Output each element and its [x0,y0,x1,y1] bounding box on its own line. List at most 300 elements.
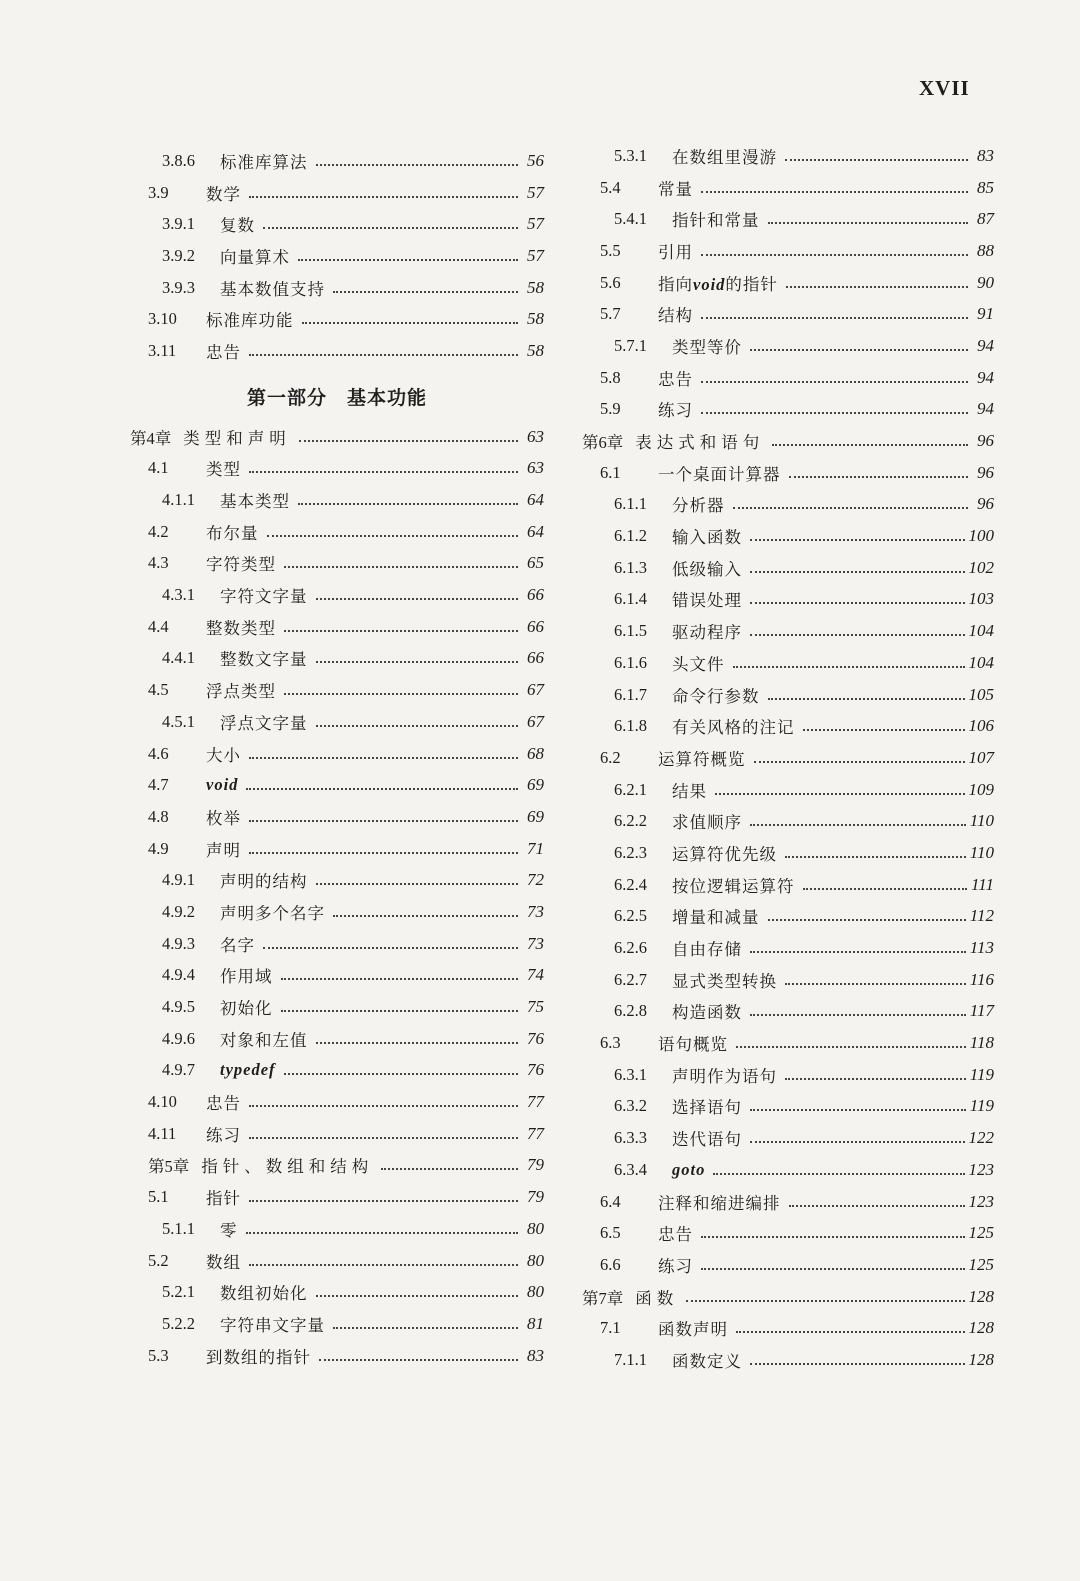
leader-dots [750,349,968,351]
page-reference: 63 [527,426,544,446]
section-title: 运算符概览 [658,749,746,769]
leader-dots [249,1105,518,1107]
leader-dots [249,354,518,356]
leader-dots [701,412,968,414]
page-reference: 88 [977,240,994,260]
leader-dots [263,947,518,949]
section-title: 结果 [672,781,707,801]
section-title: 自由存储 [672,940,742,960]
section-number: 6.1.2 [614,526,647,546]
section-number: 6.3.1 [614,1064,647,1084]
leader-dots [785,159,968,161]
leader-dots [316,661,519,663]
section-number: 5.4 [600,177,621,197]
leader-dots [785,983,966,985]
page-reference: 94 [977,399,994,419]
section-title: 初始化 [220,999,273,1019]
section-title: 错误处理 [672,591,742,611]
leader-dots [789,476,969,478]
section-title: 名字 [220,935,255,955]
section-number: 5.7.1 [614,335,647,355]
page-reference: 112 [969,906,994,926]
section-title: 字符串文字量 [220,1315,325,1335]
page-number: XVII [919,76,970,100]
section-title: 整数文字量 [220,650,308,670]
toc-entry-row [582,901,994,933]
section-number: 6.3.3 [614,1128,647,1148]
page-reference: 69 [527,775,544,795]
toc-entry-row [130,579,544,611]
section-title: 基本数值支持 [220,279,325,299]
section-title: 选择语句 [672,1098,742,1118]
leader-dots [750,1363,965,1365]
section-number: 3.8.6 [162,150,195,170]
leader-dots [249,1264,518,1266]
leader-dots [701,317,968,319]
leader-dots [701,191,968,193]
section-title: 求值顺序 [672,813,742,833]
page-reference: 66 [527,585,544,605]
section-title: 有关风格的注记 [672,718,795,738]
section-number: 6.2 [600,747,621,767]
section-number: 7.1.1 [614,1349,647,1369]
section-number: 4.3.1 [162,585,195,605]
toc-entry-row [130,484,544,516]
section-title: 复数 [220,216,255,236]
toc-entry-row [582,203,994,235]
section-number: 4.7 [148,775,169,795]
leader-dots [316,725,519,727]
leader-dots [249,852,518,854]
leader-dots [333,291,518,293]
page-reference: 68 [527,743,544,763]
leader-dots [768,919,966,921]
leader-dots [803,888,968,890]
leader-dots [249,196,518,198]
section-number: 5.2.1 [162,1282,195,1302]
leader-dots [249,1137,518,1139]
toc-entry-row [130,864,544,896]
page-reference: 119 [969,1064,994,1084]
section-title: 大小 [206,745,241,765]
leader-dots [319,1359,518,1361]
toc-entry-row [130,208,544,240]
section-title: 低级输入 [672,559,742,579]
page-reference: 104 [968,621,994,641]
leader-dots [316,883,519,885]
section-title: 数组 [206,1252,241,1272]
toc-entry-row [582,362,994,394]
leader-dots [750,602,965,604]
section-title: 按位逻辑运算符 [672,876,795,896]
leader-dots [750,1141,965,1143]
leader-dots [249,757,518,759]
leader-dots [750,824,966,826]
section-title: goto [672,1159,706,1179]
section-title: 忠告 [206,1094,241,1114]
leader-dots [298,259,518,261]
section-title: 枚举 [206,808,241,828]
leader-dots [785,1078,966,1080]
section-title: 类型 [206,460,241,480]
leader-dots [701,1236,965,1238]
toc-entry-row [130,801,544,833]
toc-chapter-row [582,1281,994,1313]
page-reference: 128 [968,1318,994,1338]
toc-entry-row [130,1181,544,1213]
toc-entry-row [130,991,544,1023]
section-title: 表达式和语句 [635,433,765,453]
leader-dots [750,951,966,953]
leader-dots [284,693,518,695]
leader-dots [281,978,519,980]
toc-entry-row [582,1091,994,1123]
section-title: 命令行参数 [672,686,760,706]
page-reference: 109 [968,779,994,799]
page-reference: 102 [968,557,994,577]
toc-entry-row [130,769,544,801]
toc-entry-row [582,1249,994,1281]
section-number: 6.2.5 [614,906,647,926]
toc-entry-row [582,615,994,647]
section-title: 字符类型 [206,555,276,575]
section-title: 向量算术 [220,247,290,267]
section-title: 函数定义 [672,1351,742,1371]
section-title: 浮点文字量 [220,713,308,733]
section-number: 4.9.1 [162,870,195,890]
section-title: 练习 [658,401,693,421]
page-reference: 57 [527,182,544,202]
section-number: 3.10 [148,309,177,329]
section-title: 练习 [658,1256,693,1276]
section-title: 分析器 [672,496,725,516]
leader-dots [299,440,518,442]
section-title: 结构 [658,306,693,326]
section-number: 4.5 [148,680,169,700]
section-title: 注释和缩进编排 [658,1193,781,1213]
leader-dots [381,1168,518,1170]
section-title: 对象和左值 [220,1030,308,1050]
section-title: 基本类型 [220,492,290,512]
section-number: 5.4.1 [614,209,647,229]
page-reference: 79 [527,1155,544,1175]
page-reference: 123 [968,1191,994,1211]
section-number: 6.2.2 [614,811,647,831]
page-reference: 58 [527,277,544,297]
section-number: 6.1.7 [614,684,647,704]
leader-dots [298,503,518,505]
toc-entry-row [582,679,994,711]
section-title: 运算符优先级 [672,844,777,864]
leader-dots [302,322,519,324]
page-reference: 57 [527,214,544,234]
section-title: 输入函数 [672,528,742,548]
toc-entry-row [582,932,994,964]
leader-dots [750,539,965,541]
leader-dots [267,535,519,537]
toc-left-column [130,145,544,1371]
page-reference: 85 [977,177,994,197]
page-reference: 100 [968,526,994,546]
section-number: 5.7 [600,304,621,324]
page-reference: 128 [968,1349,994,1369]
section-title: 头文件 [672,654,725,674]
leader-dots [284,1073,518,1075]
section-title: 声明多个名字 [220,903,325,923]
toc-chapter-row [130,421,544,453]
toc-chapter-row [582,425,994,457]
section-number: 6.1 [600,462,621,482]
toc-entry-row [130,1118,544,1150]
section-number: 4.6 [148,743,169,763]
section-number: 5.8 [600,367,621,387]
section-title: 作用域 [220,967,273,987]
page-reference: 80 [527,1218,544,1238]
toc-entry-row [582,1217,994,1249]
page-reference: 117 [969,1001,994,1021]
section-title: 驱动程序 [672,623,742,643]
toc-entry-row [130,706,544,738]
page-reference: 80 [527,1250,544,1270]
page-reference: 94 [977,367,994,387]
section-number: 4.4.1 [162,648,195,668]
section-number: 4.9.7 [162,1060,195,1080]
section-title: 常量 [658,179,693,199]
leader-dots [246,788,518,790]
toc-entry-row [130,1055,544,1087]
section-number: 4.9.3 [162,933,195,953]
page-reference: 107 [968,747,994,767]
section-title: 字符文字量 [220,587,308,607]
toc-entry-row [582,140,994,172]
leader-dots [316,1295,519,1297]
section-number: 第5章 [148,1157,190,1177]
toc-entry-row [582,267,994,299]
page-reference: 96 [977,462,994,482]
toc-entry-row [582,1312,994,1344]
toc-entry-row [130,896,544,928]
leader-dots [263,227,518,229]
section-number: 4.2 [148,521,169,541]
section-number: 4.5.1 [162,711,195,731]
page-reference: 73 [527,901,544,921]
page-reference: 67 [527,680,544,700]
leader-dots [246,1232,519,1234]
toc-entry-row [130,272,544,304]
page-reference: 96 [977,431,994,451]
toc-chapter-row [130,1150,544,1182]
section-number: 第6章 [582,433,624,453]
toc-entry-row [582,774,994,806]
section-title: 忠告 [206,342,241,362]
leader-dots [733,507,969,509]
leader-dots [733,666,965,668]
toc-entry-row [130,674,544,706]
toc-entry-row [582,1186,994,1218]
page-reference: 63 [527,458,544,478]
page-reference: 111 [971,874,994,894]
section-title: 显式类型转换 [672,971,777,991]
toc-entry-row [582,837,994,869]
leader-dots [786,286,968,288]
section-title: 类型等价 [672,337,742,357]
section-title: 声明 [206,840,241,860]
leader-dots [316,164,519,166]
section-number: 6.1.6 [614,652,647,672]
section-number: 3.9.3 [162,277,195,297]
section-title: 整数类型 [206,618,276,638]
section-title: 标准库算法 [220,152,308,172]
page-reference: 57 [527,245,544,265]
leader-dots [316,598,519,600]
section-number: 6.2.6 [614,938,647,958]
leader-dots [701,381,968,383]
leader-dots [281,1010,519,1012]
section-title: 声明作为语句 [672,1066,777,1086]
toc-entry-row [130,516,544,548]
section-title: 迭代语句 [672,1130,742,1150]
section-title: 练习 [206,1125,241,1145]
section-number: 3.9 [148,182,169,202]
section-title: 指针、数组和结构 [201,1157,374,1177]
toc-entry-row [130,1276,544,1308]
section-title: 指针 [206,1189,241,1209]
section-number: 第7章 [582,1288,624,1308]
leader-dots [284,630,518,632]
page-reference: 73 [527,933,544,953]
section-number: 5.3 [148,1345,169,1365]
section-title: 声明的结构 [220,872,308,892]
section-number: 4.9.4 [162,965,195,985]
section-title: 零 [220,1220,238,1240]
leader-dots [750,634,965,636]
toc-entry-row [582,964,994,996]
toc-entry-row [130,833,544,865]
page-reference: 79 [527,1187,544,1207]
leader-dots [249,471,518,473]
page-reference: 110 [969,811,994,831]
toc-entry-row [582,1059,994,1091]
toc-entry-row [582,1154,994,1186]
section-title: 类型和声明 [183,428,291,448]
section-title: void [206,775,239,795]
leader-dots [750,571,965,573]
leader-dots [701,254,968,256]
page-reference: 76 [527,1060,544,1080]
page-reference: 116 [969,969,994,989]
page-reference: 83 [977,145,994,165]
section-title: 在数组里漫游 [672,147,777,167]
section-number: 5.2.2 [162,1313,195,1333]
section-number: 4.9.2 [162,901,195,921]
toc-entry-row [130,611,544,643]
page-reference: 56 [527,150,544,170]
page-reference: 91 [977,304,994,324]
section-number: 6.3.4 [614,1159,647,1179]
page-reference: 125 [968,1223,994,1243]
toc-entry-row [130,177,544,209]
section-number: 6.3.2 [614,1096,647,1116]
section-title: 构造函数 [672,1003,742,1023]
toc-entry-row [130,303,544,335]
toc-entry-row [582,805,994,837]
section-title: typedef [220,1060,276,1080]
section-number: 6.1.8 [614,716,647,736]
page-reference: 106 [968,716,994,736]
leader-dots [333,1327,518,1329]
section-number: 4.3 [148,553,169,573]
section-number: 4.9 [148,838,169,858]
toc-entry-row [130,928,544,960]
toc-entry-row [130,240,544,272]
page-reference: 94 [977,335,994,355]
page-reference: 72 [527,870,544,890]
section-number: 4.10 [148,1092,177,1112]
leader-dots [736,1046,966,1048]
section-title: 增量和减量 [672,908,760,928]
toc-entry-row [130,643,544,675]
section-title: 指针和常量 [672,211,760,231]
toc-entry-row [130,335,544,367]
page-reference: 66 [527,648,544,668]
leader-dots [772,444,968,446]
page-reference: 74 [527,965,544,985]
section-number: 5.5 [600,240,621,260]
page-reference: 58 [527,309,544,329]
section-title: 函数 [635,1288,679,1308]
page-reference: 77 [527,1123,544,1143]
page-reference: 81 [527,1313,544,1333]
section-number: 4.9.5 [162,997,195,1017]
toc-entry-row [130,1245,544,1277]
page-reference: 64 [527,490,544,510]
section-number: 5.1.1 [162,1218,195,1238]
toc-entry-row [582,1344,994,1376]
leader-dots [803,729,965,731]
section-number: 6.2.3 [614,842,647,862]
toc-entry-row [582,520,994,552]
part-heading: 第一部分 基本功能 [246,387,427,410]
leader-dots [686,1300,964,1302]
toc-entry-row [582,172,994,204]
section-title: 函数声明 [658,1320,728,1340]
toc-entry-row [130,1308,544,1340]
page-reference: 77 [527,1092,544,1112]
page-reference: 103 [968,589,994,609]
page-reference: 87 [977,209,994,229]
leader-dots [713,1173,964,1175]
leader-dots [316,1042,519,1044]
toc-entry-row [582,742,994,774]
section-number: 6.2.7 [614,969,647,989]
toc-entry-row [130,1023,544,1055]
section-title: 语句概览 [658,1035,728,1055]
toc-entry-row [130,1086,544,1118]
section-number: 5.1 [148,1187,169,1207]
section-number: 5.2 [148,1250,169,1270]
leader-dots [785,856,966,858]
section-number: 6.1.3 [614,557,647,577]
section-number: 6.2.1 [614,779,647,799]
section-title: 标准库功能 [206,311,294,331]
page-reference: 96 [977,494,994,514]
section-number: 4.4 [148,616,169,636]
page-reference: 122 [968,1128,994,1148]
leader-dots [284,566,518,568]
section-number: 7.1 [600,1318,621,1338]
section-title: 布尔量 [206,523,259,543]
section-number: 4.9.6 [162,1028,195,1048]
